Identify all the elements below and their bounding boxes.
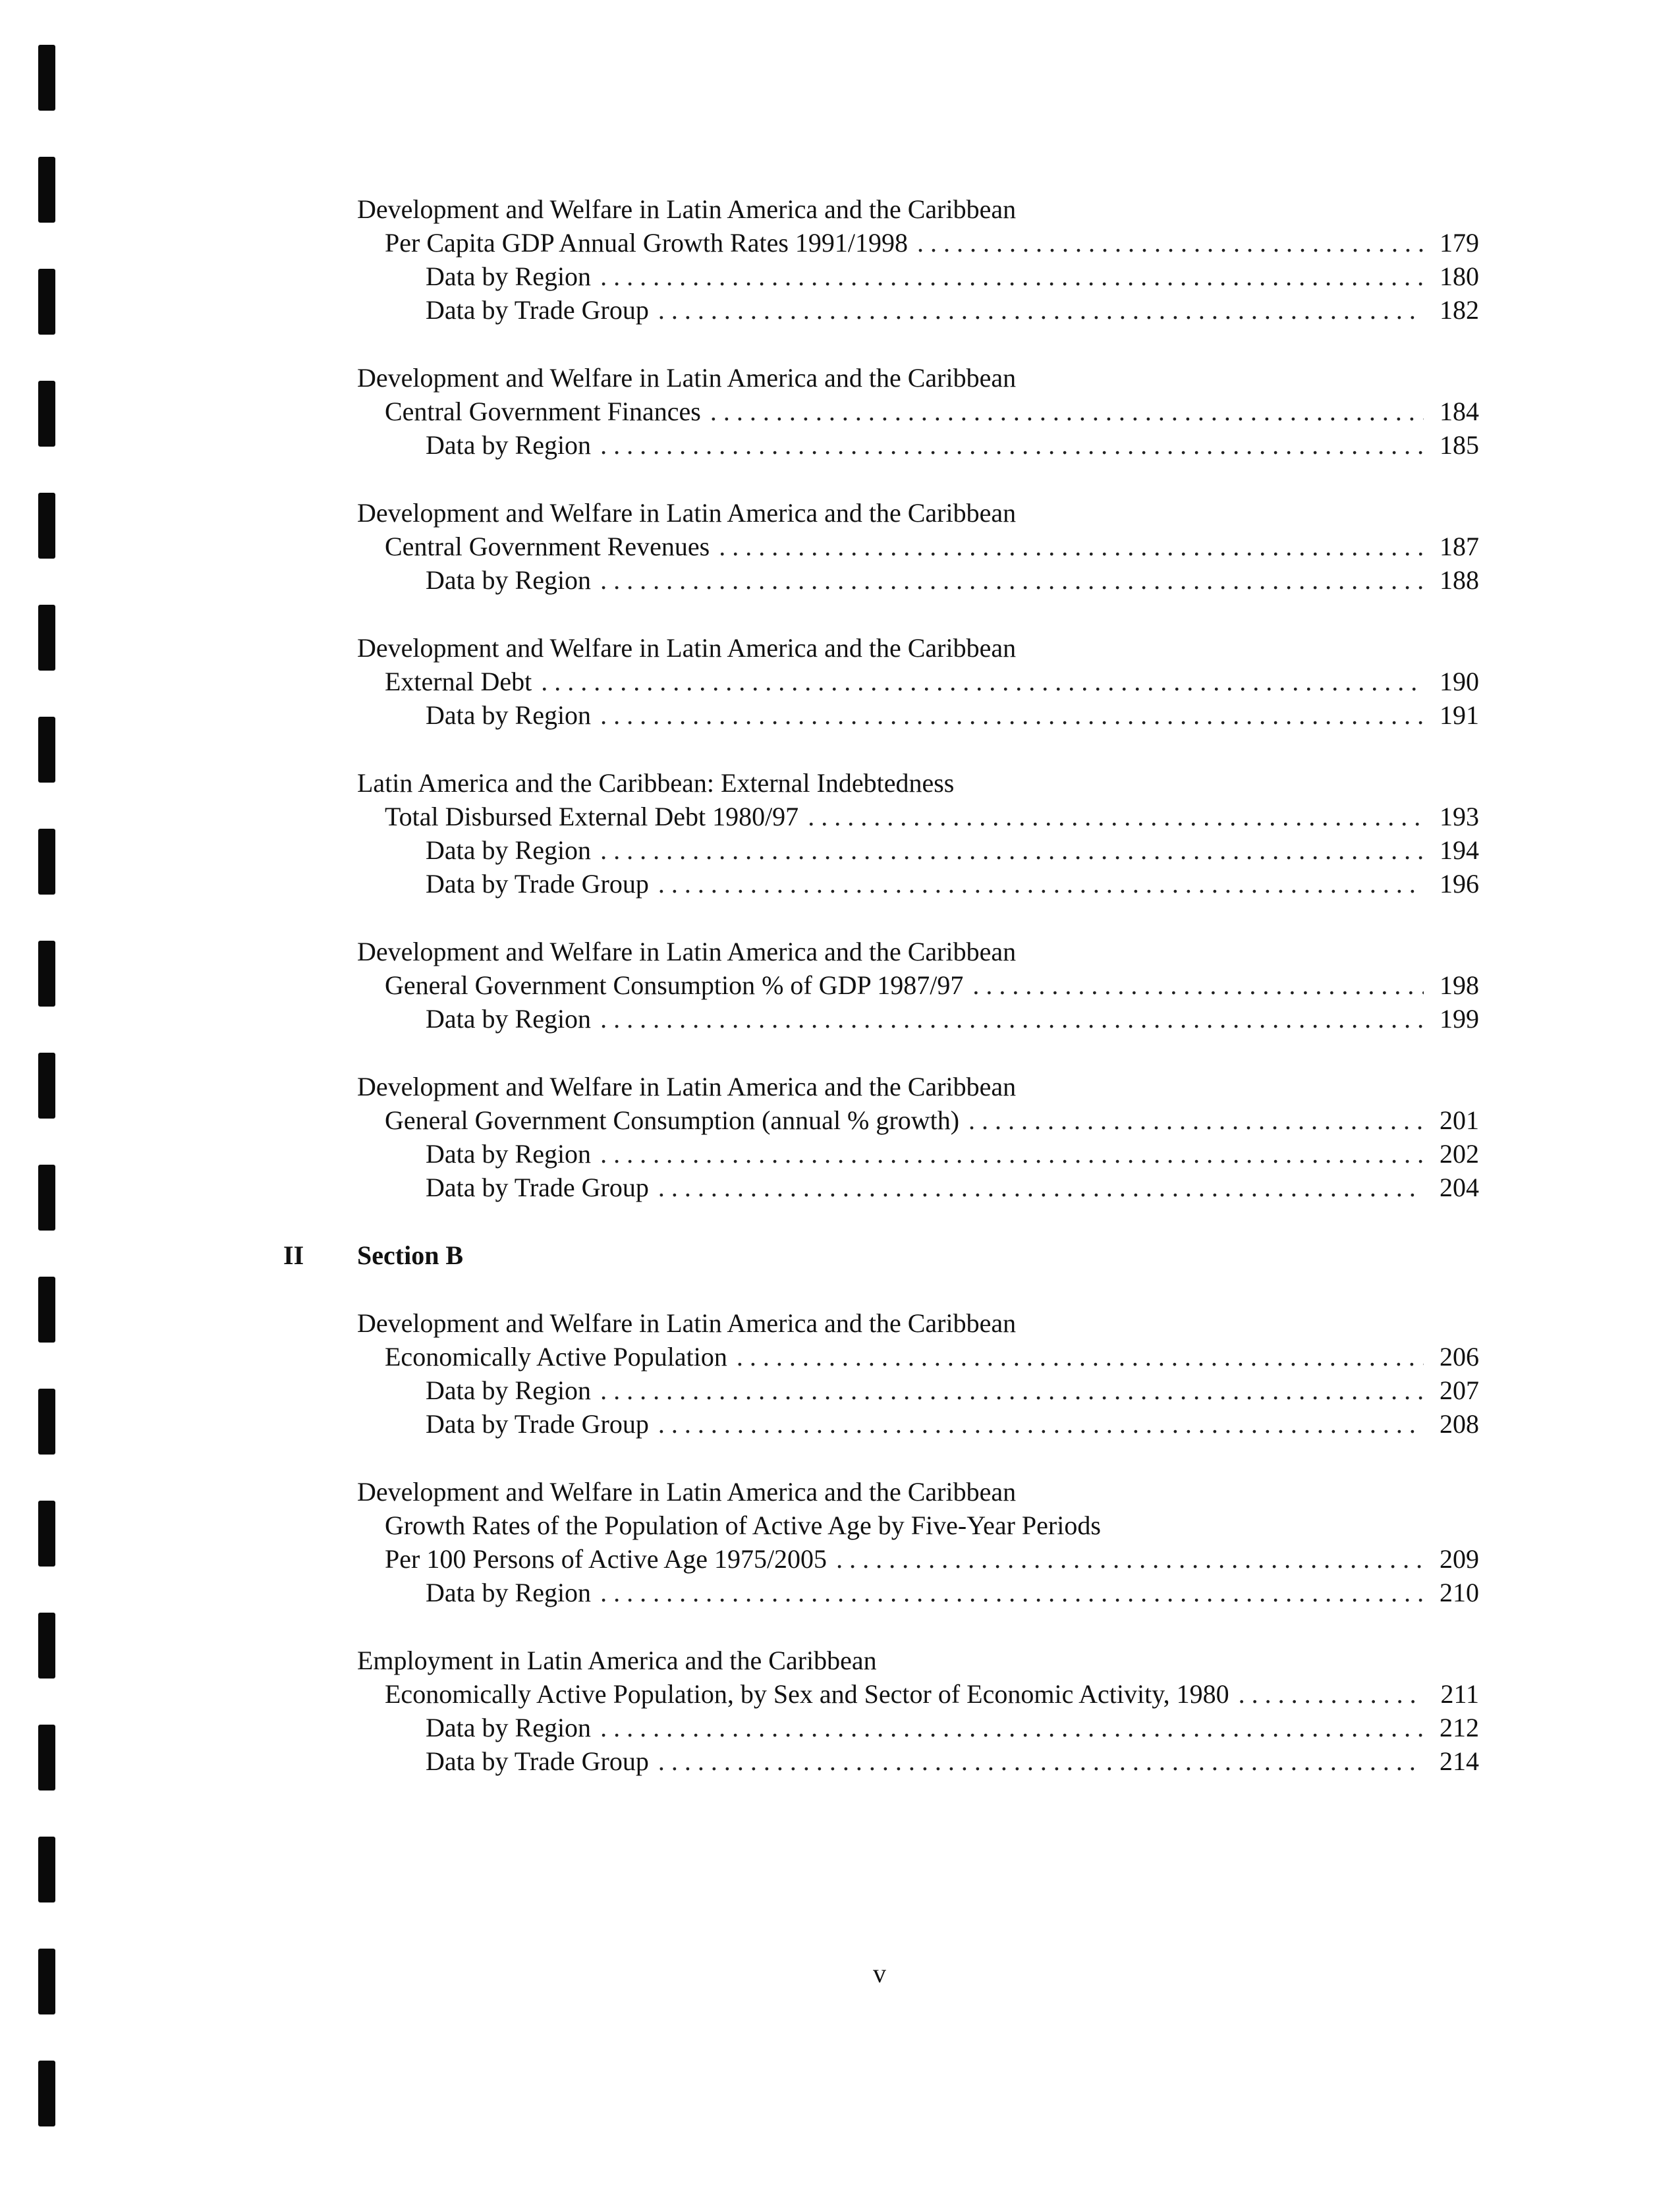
toc-entry-page: 199 bbox=[1440, 1004, 1479, 1034]
toc-group-heading: Development and Welfare in Latin America and the Caribbean bbox=[357, 498, 1017, 528]
binding-mark bbox=[38, 1613, 55, 1679]
dot-leader bbox=[600, 698, 1424, 732]
toc-entry[interactable] bbox=[283, 867, 1479, 901]
dot-leader bbox=[541, 665, 1424, 698]
toc-entry[interactable] bbox=[283, 665, 1479, 698]
section-title: Section B bbox=[357, 1240, 464, 1270]
table-of-contents bbox=[283, 192, 1479, 1812]
dot-leader bbox=[600, 1002, 1424, 1036]
toc-entry-label: Data by Region bbox=[426, 1578, 592, 1607]
dot-leader bbox=[658, 293, 1424, 327]
toc-entry[interactable] bbox=[283, 1103, 1479, 1137]
toc-entry[interactable] bbox=[283, 226, 1479, 260]
dot-leader bbox=[600, 1374, 1424, 1407]
toc-entry-page: 211 bbox=[1440, 1679, 1479, 1709]
binding-mark bbox=[38, 45, 55, 111]
toc-entry[interactable] bbox=[283, 1711, 1479, 1744]
dot-leader bbox=[808, 800, 1424, 833]
toc-group bbox=[283, 1644, 1479, 1778]
toc-entry-page: 190 bbox=[1440, 667, 1479, 696]
toc-group bbox=[283, 1306, 1479, 1441]
toc-entry[interactable] bbox=[283, 1744, 1479, 1778]
toc-group bbox=[283, 192, 1479, 327]
toc-entry-label: Data by Trade Group bbox=[426, 1409, 649, 1439]
dot-leader bbox=[658, 1171, 1424, 1204]
binding-mark bbox=[38, 2061, 55, 2126]
toc-entry-page: 193 bbox=[1440, 802, 1479, 831]
toc-entry-label: Data by Region bbox=[426, 700, 592, 730]
toc-group-heading: Development and Welfare in Latin America and the Caribbean bbox=[357, 1477, 1017, 1507]
dot-leader bbox=[600, 1576, 1424, 1609]
dot-leader bbox=[600, 428, 1424, 462]
toc-entry-label: Economically Active Population, by Sex and Sector of Economic Activity, 1980 bbox=[385, 1679, 1229, 1709]
binding-mark bbox=[38, 1165, 55, 1231]
toc-entry-label: Central Government Revenues bbox=[385, 532, 710, 561]
toc-entry-page: 201 bbox=[1440, 1105, 1479, 1135]
toc-entry[interactable] bbox=[283, 563, 1479, 597]
toc-entry-page: 185 bbox=[1440, 430, 1479, 460]
toc-entry[interactable] bbox=[283, 428, 1479, 462]
toc-entry-label: Economically Active Population bbox=[385, 1342, 727, 1372]
binding-mark bbox=[38, 1277, 55, 1343]
toc-entry-page: 188 bbox=[1440, 565, 1479, 595]
toc-entry-page: 204 bbox=[1440, 1173, 1479, 1202]
binding-mark bbox=[38, 381, 55, 447]
toc-entry-page: 214 bbox=[1440, 1746, 1479, 1776]
toc-group bbox=[283, 496, 1479, 597]
dot-leader bbox=[719, 530, 1424, 563]
binding-mark bbox=[38, 1837, 55, 1902]
toc-entry-label: General Government Consumption % of GDP 1987/97 bbox=[385, 970, 964, 1000]
toc-entry[interactable] bbox=[283, 260, 1479, 293]
toc-entry-page: 212 bbox=[1440, 1713, 1479, 1742]
dot-leader bbox=[737, 1340, 1424, 1374]
toc-entry-label: Data by Trade Group bbox=[426, 295, 649, 325]
binding-mark bbox=[38, 1389, 55, 1455]
dot-leader bbox=[658, 1407, 1424, 1441]
toc-entry-label: Data by Region bbox=[426, 835, 592, 865]
dot-leader bbox=[836, 1542, 1424, 1576]
dot-leader bbox=[917, 226, 1424, 260]
toc-entry-page: 180 bbox=[1440, 262, 1479, 291]
toc-group-list bbox=[283, 192, 1479, 1204]
toc-entry-label: Data by Region bbox=[426, 1713, 592, 1742]
toc-entry-page: 187 bbox=[1440, 532, 1479, 561]
dot-leader bbox=[1239, 1677, 1424, 1711]
binding-mark bbox=[38, 157, 55, 223]
toc-entry[interactable] bbox=[283, 1137, 1479, 1171]
dot-leader bbox=[658, 867, 1424, 901]
dot-leader bbox=[600, 1137, 1424, 1171]
toc-entry-label: Central Government Finances bbox=[385, 397, 701, 426]
toc-entry-page: 202 bbox=[1440, 1139, 1479, 1169]
toc-entry-label: Total Disbursed External Debt 1980/97 bbox=[385, 802, 799, 831]
toc-entry-page: 210 bbox=[1440, 1578, 1479, 1607]
toc-entry[interactable] bbox=[283, 1002, 1479, 1036]
toc-entry[interactable] bbox=[283, 293, 1479, 327]
toc-group-heading: Development and Welfare in Latin America and the Caribbean bbox=[357, 1072, 1017, 1101]
toc-entry-label: Data by Region bbox=[426, 430, 592, 460]
binding-mark bbox=[38, 941, 55, 1007]
dot-leader bbox=[600, 563, 1424, 597]
toc-group bbox=[283, 1070, 1479, 1204]
binding-mark bbox=[38, 829, 55, 895]
toc-entry-label: Per Capita GDP Annual Growth Rates 1991/1998 bbox=[385, 228, 909, 258]
page-number: v bbox=[873, 1958, 886, 1988]
binding-mark bbox=[38, 717, 55, 783]
toc-entry-label: Per 100 Persons of Active Age 1975/2005 bbox=[385, 1544, 827, 1574]
toc-group-heading: Development and Welfare in Latin America and the Caribbean bbox=[357, 1308, 1017, 1338]
toc-entry-label: External Debt bbox=[385, 667, 532, 696]
toc-entry-page: 206 bbox=[1440, 1342, 1479, 1372]
toc-entry-label: Data by Trade Group bbox=[426, 869, 649, 899]
binding-mark bbox=[38, 1725, 55, 1790]
toc-entry-label: Data by Trade Group bbox=[426, 1746, 649, 1776]
binding-mark bbox=[38, 493, 55, 559]
toc-entry-page: 196 bbox=[1440, 869, 1479, 899]
toc-entry-page: 182 bbox=[1440, 295, 1479, 325]
toc-entry[interactable] bbox=[283, 1374, 1479, 1407]
toc-group bbox=[283, 1475, 1479, 1609]
binding-mark bbox=[38, 1501, 55, 1567]
dot-leader bbox=[968, 1103, 1424, 1137]
toc-entry[interactable] bbox=[283, 800, 1479, 833]
binding-mark bbox=[38, 269, 55, 335]
toc-entry[interactable] bbox=[283, 1171, 1479, 1204]
toc-group bbox=[283, 766, 1479, 901]
toc-entry-label: Data by Region bbox=[426, 1004, 592, 1034]
toc-entry-label: Data by Region bbox=[426, 1139, 592, 1169]
toc-group-heading: Development and Welfare in Latin America and the Caribbean bbox=[357, 937, 1017, 966]
toc-entry[interactable] bbox=[283, 1407, 1479, 1441]
toc-entry-page: 184 bbox=[1440, 397, 1479, 426]
toc-entry-page: 209 bbox=[1440, 1544, 1479, 1574]
dot-leader bbox=[600, 260, 1424, 293]
toc-entry-page: 191 bbox=[1440, 700, 1479, 730]
section-numeral: II bbox=[283, 1240, 304, 1270]
toc-group bbox=[283, 935, 1479, 1036]
toc-entry-page: 179 bbox=[1440, 228, 1479, 258]
section-heading bbox=[283, 1238, 1479, 1272]
binding-marks bbox=[0, 0, 79, 2193]
toc-group-subheading: Growth Rates of the Population of Active Age by Five-Year Periods bbox=[385, 1511, 1101, 1540]
dot-leader bbox=[972, 968, 1424, 1002]
binding-mark bbox=[38, 1949, 55, 2014]
toc-group-heading: Development and Welfare in Latin America and the Caribbean bbox=[357, 633, 1017, 663]
dot-leader bbox=[600, 1711, 1424, 1744]
toc-entry-page: 208 bbox=[1440, 1409, 1479, 1439]
toc-entry[interactable] bbox=[283, 1340, 1479, 1374]
toc-entry[interactable] bbox=[283, 395, 1479, 428]
toc-entry-label: Data by Region bbox=[426, 1375, 592, 1405]
toc-entry[interactable] bbox=[283, 530, 1479, 563]
toc-entry[interactable] bbox=[283, 698, 1479, 732]
toc-entry-label: Data by Trade Group bbox=[426, 1173, 649, 1202]
toc-entry[interactable] bbox=[283, 1542, 1479, 1576]
dot-leader bbox=[710, 395, 1424, 428]
dot-leader bbox=[658, 1744, 1424, 1778]
toc-group-heading: Latin America and the Caribbean: External Indebtedness bbox=[357, 768, 955, 798]
toc-entry-label: Data by Region bbox=[426, 565, 592, 595]
toc-entry-label: Data by Region bbox=[426, 262, 592, 291]
toc-entry-label: General Government Consumption (annual % growth) bbox=[385, 1105, 960, 1135]
toc-group bbox=[283, 631, 1479, 732]
toc-group bbox=[283, 361, 1479, 462]
toc-group-list bbox=[283, 1306, 1479, 1778]
toc-entry[interactable] bbox=[283, 1576, 1479, 1609]
toc-group-heading: Development and Welfare in Latin America and the Caribbean bbox=[357, 194, 1017, 224]
toc-entry[interactable] bbox=[283, 1677, 1479, 1711]
toc-entry-page: 194 bbox=[1440, 835, 1479, 865]
toc-entry[interactable] bbox=[283, 833, 1479, 867]
dot-leader bbox=[600, 833, 1424, 867]
binding-mark bbox=[38, 605, 55, 671]
toc-group-heading: Employment in Latin America and the Caribbean bbox=[357, 1646, 877, 1675]
toc-group-heading: Development and Welfare in Latin America and the Caribbean bbox=[357, 363, 1017, 393]
toc-entry-page: 207 bbox=[1440, 1375, 1479, 1405]
toc-entry[interactable] bbox=[283, 968, 1479, 1002]
binding-mark bbox=[38, 1053, 55, 1119]
toc-entry-page: 198 bbox=[1440, 970, 1479, 1000]
